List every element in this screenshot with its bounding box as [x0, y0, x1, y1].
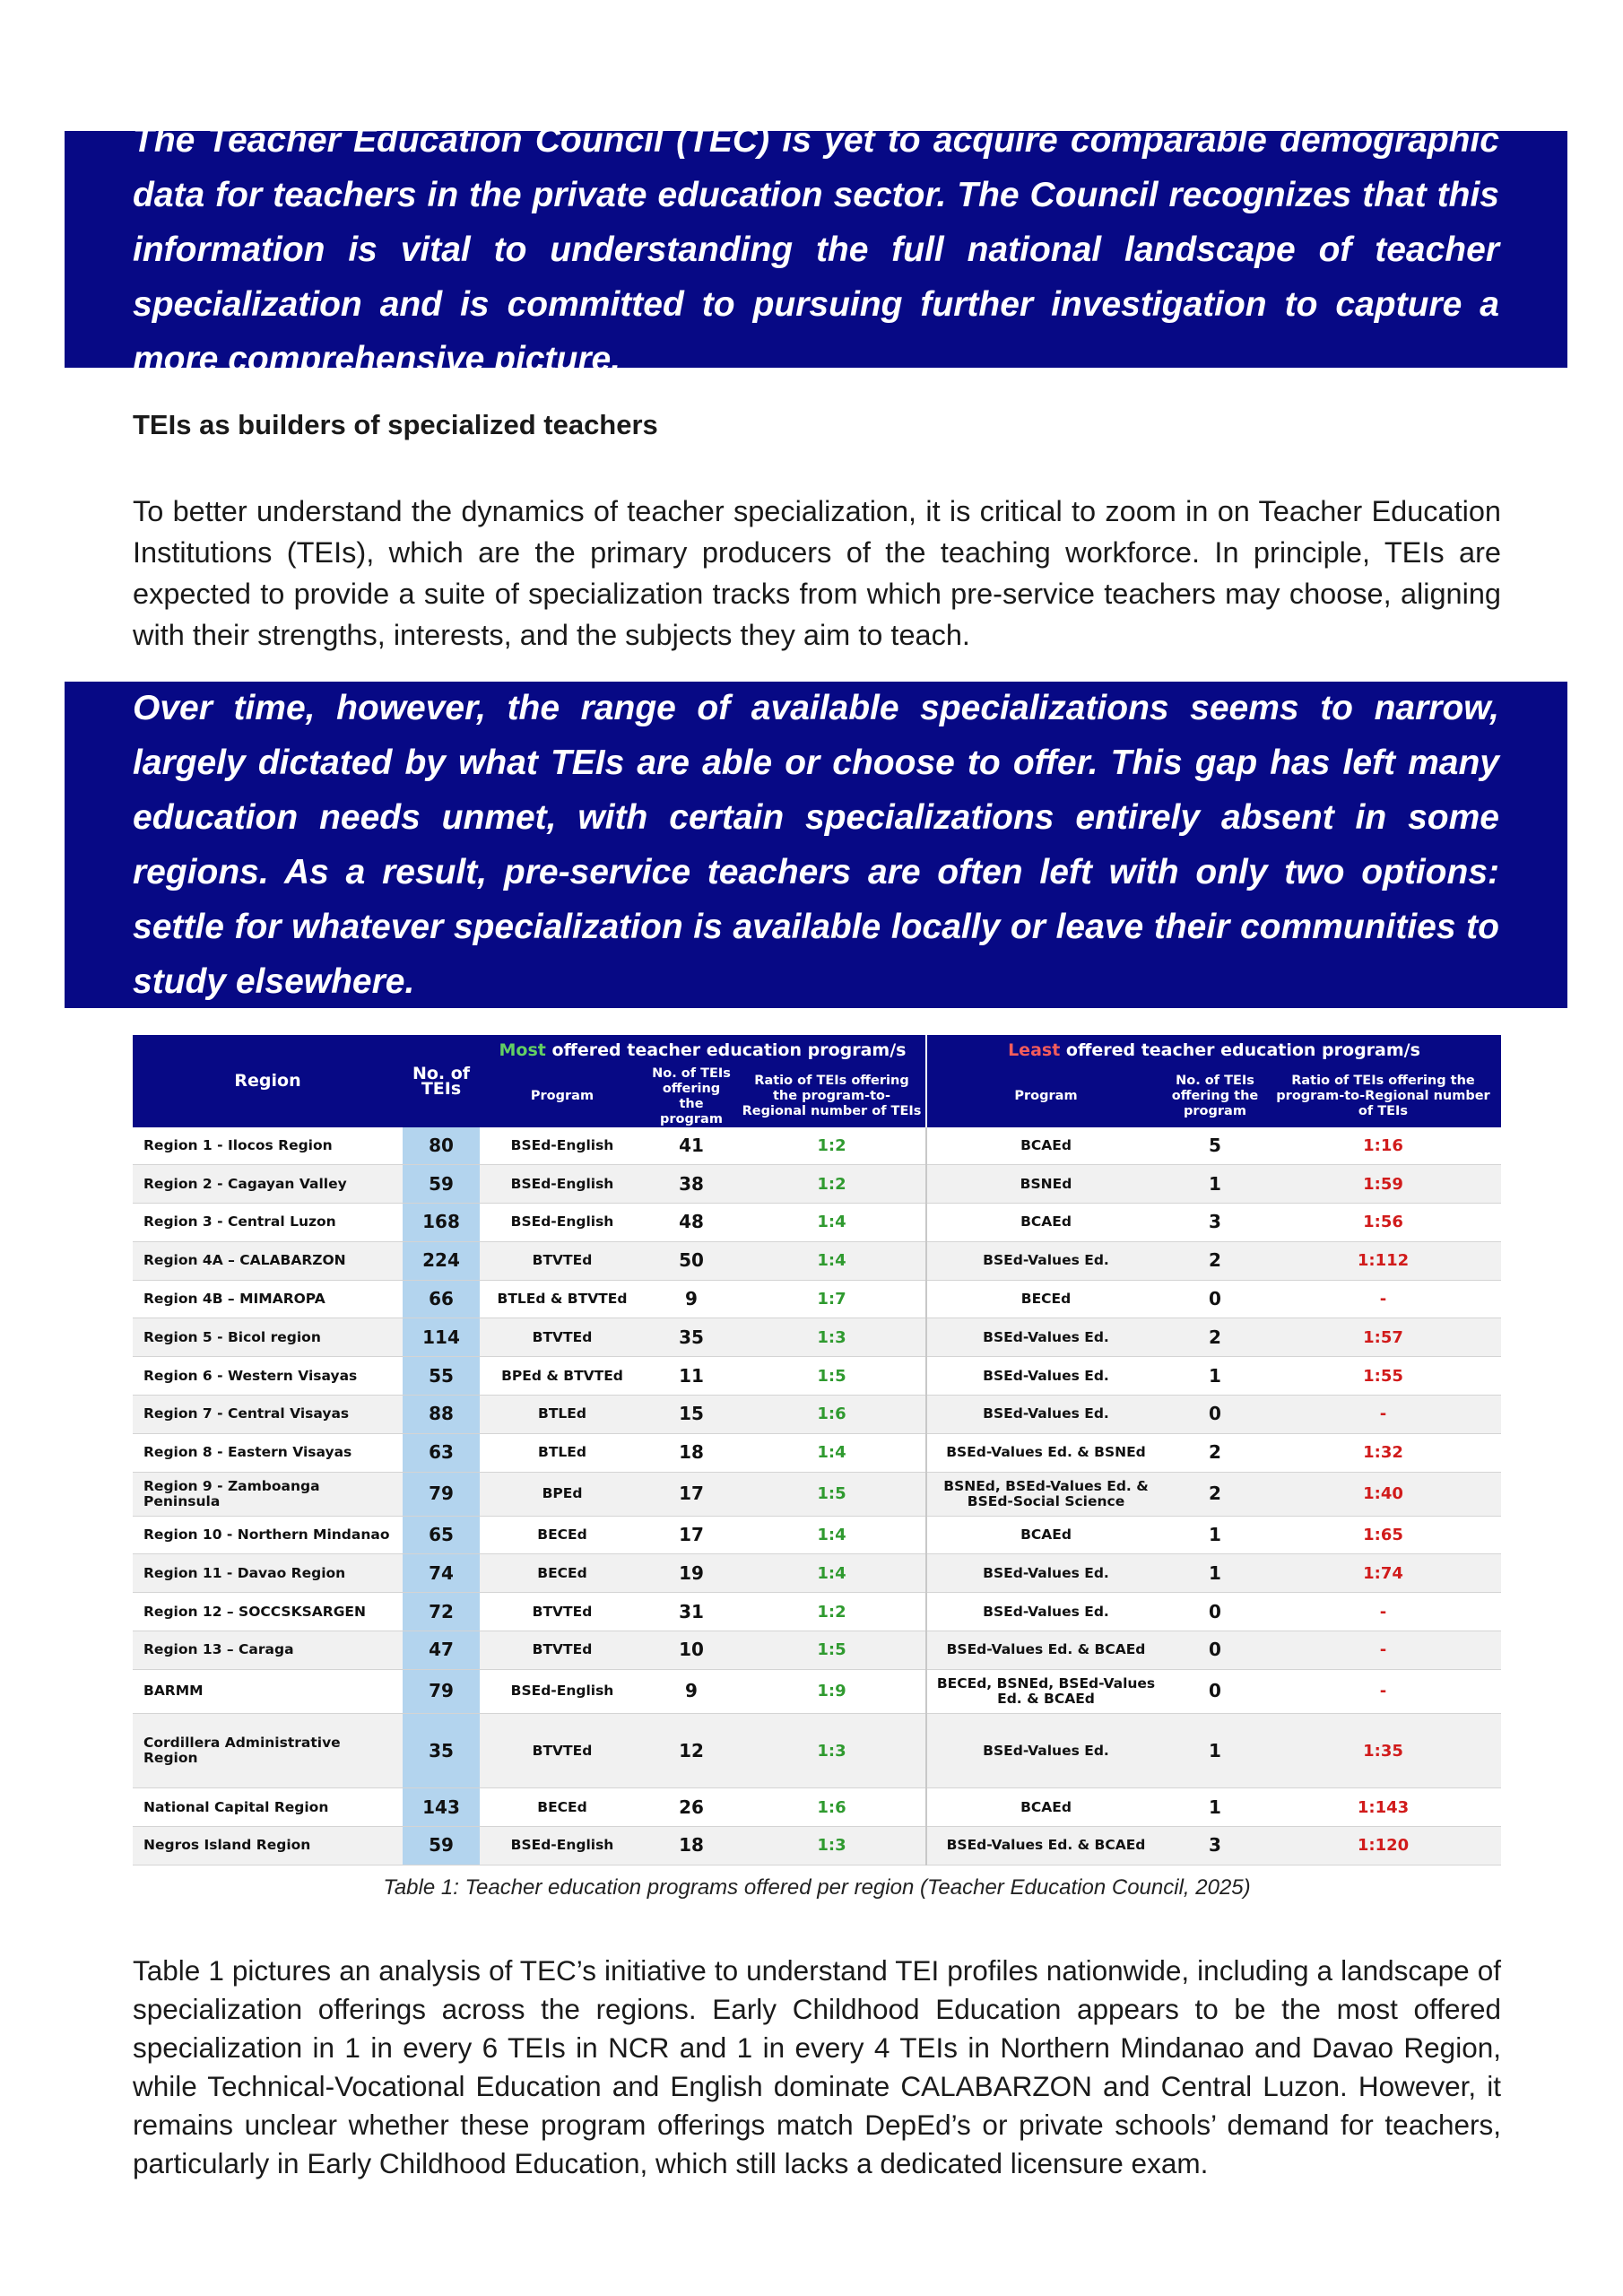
most-ratio: 1:5: [738, 1472, 926, 1516]
most-program: BPEd & BTVTEd: [480, 1357, 645, 1396]
most-ratio: 1:6: [738, 1788, 926, 1827]
most-count: 31: [645, 1593, 738, 1631]
most-count: 50: [645, 1241, 738, 1280]
least-program: BSNEd: [926, 1165, 1165, 1204]
region-name: Region 5 - Bicol region: [133, 1318, 403, 1357]
least-program: BSNEd, BSEd-Values Ed. & BSEd-Social Science: [926, 1472, 1165, 1516]
least-program: BSEd-Values Ed. & BCAEd: [926, 1826, 1165, 1865]
table-row: [133, 1357, 1501, 1396]
most-count: 15: [645, 1396, 738, 1434]
most-count: 11: [645, 1357, 738, 1396]
table-body: [133, 1127, 1501, 1866]
least-count: 0: [1165, 1669, 1265, 1713]
region-name: Cordillera Administrative Region: [133, 1713, 403, 1787]
region-name: Region 6 - Western Visayas: [133, 1357, 403, 1396]
table-row: [133, 1669, 1501, 1713]
region-name: Region 8 - Eastern Visayas: [133, 1433, 403, 1472]
least-program: BSEd-Values Ed.: [926, 1593, 1165, 1631]
least-ratio: 1:56: [1265, 1203, 1501, 1241]
table-row: [133, 1554, 1501, 1593]
most-program: BTVTEd: [480, 1631, 645, 1670]
least-count: 3: [1165, 1826, 1265, 1865]
least-count: 2: [1165, 1241, 1265, 1280]
tei-count: 65: [403, 1516, 480, 1554]
table-row: [133, 1396, 1501, 1434]
least-program: BSEd-Values Ed.: [926, 1396, 1165, 1434]
most-word: Most: [499, 1039, 546, 1060]
most-program: BTVTEd: [480, 1241, 645, 1280]
most-ratio: 1:4: [738, 1516, 926, 1554]
table-row: [133, 1631, 1501, 1670]
callout-top-text: The Teacher Education Council (TEC) is yet to acquire comparable demographic data for teachers in the private education sector. The Council recognizes that this information is vital to understanding the full national landscape of teacher specialization and is committed to pursuing further investigation to capture a more comprehensive picture.: [133, 120, 1499, 378]
region-name: Negros Island Region: [133, 1826, 403, 1865]
least-ratio: 1:40: [1265, 1472, 1501, 1516]
header-most-ratio: Ratio of TEIs offering the program-to-Regional number of TEIs: [738, 1065, 926, 1127]
header-least-program: Program: [926, 1065, 1165, 1127]
least-ratio: 1:57: [1265, 1318, 1501, 1357]
most-count: 9: [645, 1280, 738, 1318]
least-ratio: 1:65: [1265, 1516, 1501, 1554]
most-program: BECEd: [480, 1788, 645, 1827]
region-name: Region 12 – SOCCSKSARGEN: [133, 1593, 403, 1631]
least-program: BCAEd: [926, 1788, 1165, 1827]
least-ratio: 1:74: [1265, 1554, 1501, 1593]
region-name: Region 4A – CALABARZON: [133, 1241, 403, 1280]
most-ratio: 1:2: [738, 1165, 926, 1204]
most-program: BSEd-English: [480, 1826, 645, 1865]
region-name: Region 2 - Cagayan Valley: [133, 1165, 403, 1204]
region-name: Region 11 - Davao Region: [133, 1554, 403, 1593]
most-ratio: 1:5: [738, 1357, 926, 1396]
table-row: [133, 1127, 1501, 1165]
header-least-count: No. of TEIs offering the program: [1165, 1065, 1265, 1127]
most-count: 17: [645, 1516, 738, 1554]
callout-specialization-gap: [65, 682, 1567, 1008]
least-ratio: -: [1265, 1593, 1501, 1631]
region-name: Region 13 – Caraga: [133, 1631, 403, 1670]
most-count: 10: [645, 1631, 738, 1670]
least-ratio: -: [1265, 1669, 1501, 1713]
least-program: BECEd: [926, 1280, 1165, 1318]
region-name: Region 1 - Ilocos Region: [133, 1127, 403, 1165]
table-row: [133, 1241, 1501, 1280]
most-count: 9: [645, 1669, 738, 1713]
least-count: 0: [1165, 1396, 1265, 1434]
tei-count: 63: [403, 1433, 480, 1472]
tei-count: 72: [403, 1593, 480, 1631]
table-caption: Table 1: Teacher education programs offered per region (Teacher Education Council, 2025): [383, 1875, 1251, 1900]
most-program: BSEd-English: [480, 1127, 645, 1165]
header-least-offered: [926, 1035, 1501, 1065]
least-ratio: -: [1265, 1280, 1501, 1318]
least-ratio: 1:143: [1265, 1788, 1501, 1827]
most-offered-rest: offered teacher education program/s: [545, 1039, 907, 1060]
least-program: BCAEd: [926, 1516, 1165, 1554]
tei-count: 47: [403, 1631, 480, 1670]
tei-count: 168: [403, 1203, 480, 1241]
least-ratio: 1:35: [1265, 1713, 1501, 1787]
region-name: Region 7 - Central Visayas: [133, 1396, 403, 1434]
tei-count: 79: [403, 1669, 480, 1713]
least-count: 5: [1165, 1127, 1265, 1165]
table-row: [133, 1280, 1501, 1318]
header-most-offered: [480, 1035, 926, 1065]
table-row: [133, 1433, 1501, 1472]
most-count: 12: [645, 1713, 738, 1787]
least-ratio: -: [1265, 1396, 1501, 1434]
least-ratio: 1:120: [1265, 1826, 1501, 1865]
least-count: 0: [1165, 1631, 1265, 1670]
tei-count: 80: [403, 1127, 480, 1165]
table-group-header-row: [133, 1035, 1501, 1065]
tei-count: 55: [403, 1357, 480, 1396]
least-program: BSEd-Values Ed.: [926, 1241, 1165, 1280]
least-program: BECEd, BSNEd, BSEd-Values Ed. & BCAEd: [926, 1669, 1165, 1713]
table-row: [133, 1713, 1501, 1787]
most-count: 18: [645, 1433, 738, 1472]
header-most-count: No. of TEIs offering the program: [645, 1065, 738, 1127]
least-ratio: 1:112: [1265, 1241, 1501, 1280]
region-name: Region 4B – MIMAROPA: [133, 1280, 403, 1318]
header-most-program: Program: [480, 1065, 645, 1127]
tei-count: 143: [403, 1788, 480, 1827]
tei-count: 79: [403, 1472, 480, 1516]
table-row: [133, 1318, 1501, 1357]
most-ratio: 1:7: [738, 1280, 926, 1318]
least-count: 2: [1165, 1318, 1265, 1357]
least-count: 1: [1165, 1713, 1265, 1787]
tei-count: 224: [403, 1241, 480, 1280]
most-ratio: 1:9: [738, 1669, 926, 1713]
header-least-ratio: Ratio of TEIs offering the program-to-Regional number of TEIs: [1265, 1065, 1501, 1127]
least-program: BSEd-Values Ed. & BSNEd: [926, 1433, 1165, 1472]
header-region: Region: [133, 1035, 403, 1127]
most-program: BTLEd: [480, 1433, 645, 1472]
most-ratio: 1:3: [738, 1318, 926, 1357]
most-ratio: 1:4: [738, 1203, 926, 1241]
region-name: Region 9 - Zamboanga Peninsula: [133, 1472, 403, 1516]
most-program: BTVTEd: [480, 1318, 645, 1357]
most-count: 38: [645, 1165, 738, 1204]
callout-private-sector-note: [65, 120, 1567, 378]
most-program: BTLEd: [480, 1396, 645, 1434]
tei-count: 88: [403, 1396, 480, 1434]
most-program: BECEd: [480, 1554, 645, 1593]
least-ratio: 1:55: [1265, 1357, 1501, 1396]
least-count: 0: [1165, 1593, 1265, 1631]
least-count: 1: [1165, 1165, 1265, 1204]
most-ratio: 1:4: [738, 1433, 926, 1472]
region-name: Region 3 - Central Luzon: [133, 1203, 403, 1241]
tei-count: 35: [403, 1713, 480, 1787]
table-row: [133, 1472, 1501, 1516]
analysis-paragraph: Table 1 pictures an analysis of TEC’s initiative to understand TEI profiles nationwide, including a landscape of specialization offerings across the regions. Early Childhood Education appears to be the most offered specialization in 1 in every 6 TEIs in NCR and 1 in every 4 TEIs in Northern Mindanao and Davao Region, while Technical-Vocational Education and English dominate CALABARZON and Central Luzon. However, it remains unclear whether these program offerings match DepEd’s or private schools’ demand for teachers, particularly in Early Childhood Education, which still lacks a dedicated licensure exam.: [133, 1954, 1501, 2179]
tei-count: 114: [403, 1318, 480, 1357]
most-count: 35: [645, 1318, 738, 1357]
most-program: BSEd-English: [480, 1165, 645, 1204]
region-name: Region 10 - Northern Mindanao: [133, 1516, 403, 1554]
least-count: 3: [1165, 1203, 1265, 1241]
table-row: [133, 1203, 1501, 1241]
least-program: BSEd-Values Ed. & BCAEd: [926, 1631, 1165, 1670]
most-program: BECEd: [480, 1516, 645, 1554]
most-ratio: 1:5: [738, 1631, 926, 1670]
least-program: BCAEd: [926, 1203, 1165, 1241]
tei-count: 74: [403, 1554, 480, 1593]
callout-middle-text: Over time, however, the range of available specializations seems to narrow, largely dictated by what TEIs are able or choose to offer. This gap has left many education needs unmet, with certain specializations entirely absent in some regions. As a result, pre-service teachers are often left with only two options: settle for whatever specialization is available locally or leave their communities to study elsewhere.: [133, 689, 1499, 1001]
most-ratio: 1:4: [738, 1554, 926, 1593]
tei-count: 59: [403, 1826, 480, 1865]
most-count: 17: [645, 1472, 738, 1516]
most-ratio: 1:4: [738, 1241, 926, 1280]
table-row: [133, 1788, 1501, 1827]
least-ratio: -: [1265, 1631, 1501, 1670]
most-count: 18: [645, 1826, 738, 1865]
most-count: 19: [645, 1554, 738, 1593]
least-count: 1: [1165, 1516, 1265, 1554]
least-word: Least: [1008, 1039, 1061, 1060]
least-count: 1: [1165, 1554, 1265, 1593]
least-ratio: 1:32: [1265, 1433, 1501, 1472]
tei-count: 59: [403, 1165, 480, 1204]
least-count: 2: [1165, 1433, 1265, 1472]
most-ratio: 1:2: [738, 1127, 926, 1165]
most-count: 41: [645, 1127, 738, 1165]
least-program: BSEd-Values Ed.: [926, 1713, 1165, 1787]
most-ratio: 1:6: [738, 1396, 926, 1434]
least-offered-rest: offered teacher education program/s: [1060, 1039, 1420, 1060]
region-name: BARMM: [133, 1669, 403, 1713]
least-program: BSEd-Values Ed.: [926, 1554, 1165, 1593]
least-program: BCAEd: [926, 1127, 1165, 1165]
least-ratio: 1:59: [1265, 1165, 1501, 1204]
most-count: 48: [645, 1203, 738, 1241]
most-program: BTLEd & BTVTEd: [480, 1280, 645, 1318]
most-program: BTVTEd: [480, 1713, 645, 1787]
least-count: 0: [1165, 1280, 1265, 1318]
least-count: 1: [1165, 1357, 1265, 1396]
most-program: BTVTEd: [480, 1593, 645, 1631]
most-program: BSEd-English: [480, 1203, 645, 1241]
header-no-of-teis: No. of TEIs: [403, 1035, 480, 1127]
most-ratio: 1:3: [738, 1826, 926, 1865]
intro-paragraph: To better understand the dynamics of teacher specialization, it is critical to zoom in on Teacher Education Institutions (TEIs), which are the primary producers of the teaching workforce. In principle, TEIs are expected to provide a suite of specialization tracks from which pre-service teachers may choose, aligning with their strengths, interests, and the subjects they aim to teach.: [133, 495, 1501, 651]
tei-count: 66: [403, 1280, 480, 1318]
most-ratio: 1:3: [738, 1713, 926, 1787]
least-program: BSEd-Values Ed.: [926, 1357, 1165, 1396]
tei-programs-table: [133, 1035, 1501, 1866]
least-count: 1: [1165, 1788, 1265, 1827]
most-program: BSEd-English: [480, 1669, 645, 1713]
most-program: BPEd: [480, 1472, 645, 1516]
most-count: 26: [645, 1788, 738, 1827]
region-name: National Capital Region: [133, 1788, 403, 1827]
least-ratio: 1:16: [1265, 1127, 1501, 1165]
table-row: [133, 1826, 1501, 1865]
least-count: 2: [1165, 1472, 1265, 1516]
table-row: [133, 1593, 1501, 1631]
section-heading: TEIs as builders of specialized teachers: [133, 409, 658, 440]
table-row: [133, 1516, 1501, 1554]
least-program: BSEd-Values Ed.: [926, 1318, 1165, 1357]
table-row: [133, 1165, 1501, 1204]
most-ratio: 1:2: [738, 1593, 926, 1631]
